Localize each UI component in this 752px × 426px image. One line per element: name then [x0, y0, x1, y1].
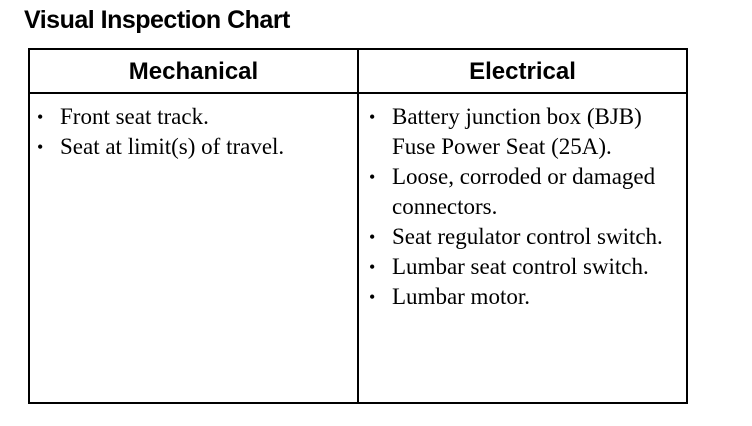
- bullet-icon: •: [37, 107, 44, 127]
- list-item-text: Lumbar motor.: [392, 284, 530, 309]
- mechanical-list: [34, 102, 350, 162]
- bullet-icon: •: [369, 257, 376, 277]
- mechanical-cell: [34, 102, 350, 162]
- electrical-list: [366, 102, 684, 312]
- bullet-icon: •: [37, 137, 44, 157]
- list-item: [366, 282, 684, 312]
- column-divider: [357, 50, 359, 402]
- list-item-text: Loose, corroded or damaged connectors.: [392, 164, 656, 219]
- list-item-text: Seat regulator control switch.: [392, 224, 663, 249]
- list-item: [366, 162, 684, 222]
- electrical-cell: [366, 102, 684, 312]
- bullet-icon: •: [369, 287, 376, 307]
- header-mechanical: Mechanical: [128, 58, 259, 85]
- bullet-icon: •: [369, 227, 376, 247]
- list-item-text: Battery junction box (BJB) Fuse Power Seat (25A).: [392, 104, 642, 159]
- list-item-text: Lumbar seat control switch.: [392, 254, 649, 279]
- bullet-icon: •: [369, 107, 376, 127]
- bullet-icon: •: [369, 167, 376, 187]
- chart-title: Visual Inspection Chart: [24, 6, 290, 34]
- list-item: [366, 102, 684, 162]
- list-item: [34, 132, 350, 162]
- list-item: [34, 102, 350, 132]
- visual-inspection-table: [28, 48, 688, 404]
- list-item: [366, 222, 684, 252]
- header-electrical: Electrical: [469, 58, 576, 85]
- list-item-text: Seat at limit(s) of travel.: [60, 134, 285, 159]
- list-item-text: Front seat track.: [60, 104, 209, 129]
- list-item: [366, 252, 684, 282]
